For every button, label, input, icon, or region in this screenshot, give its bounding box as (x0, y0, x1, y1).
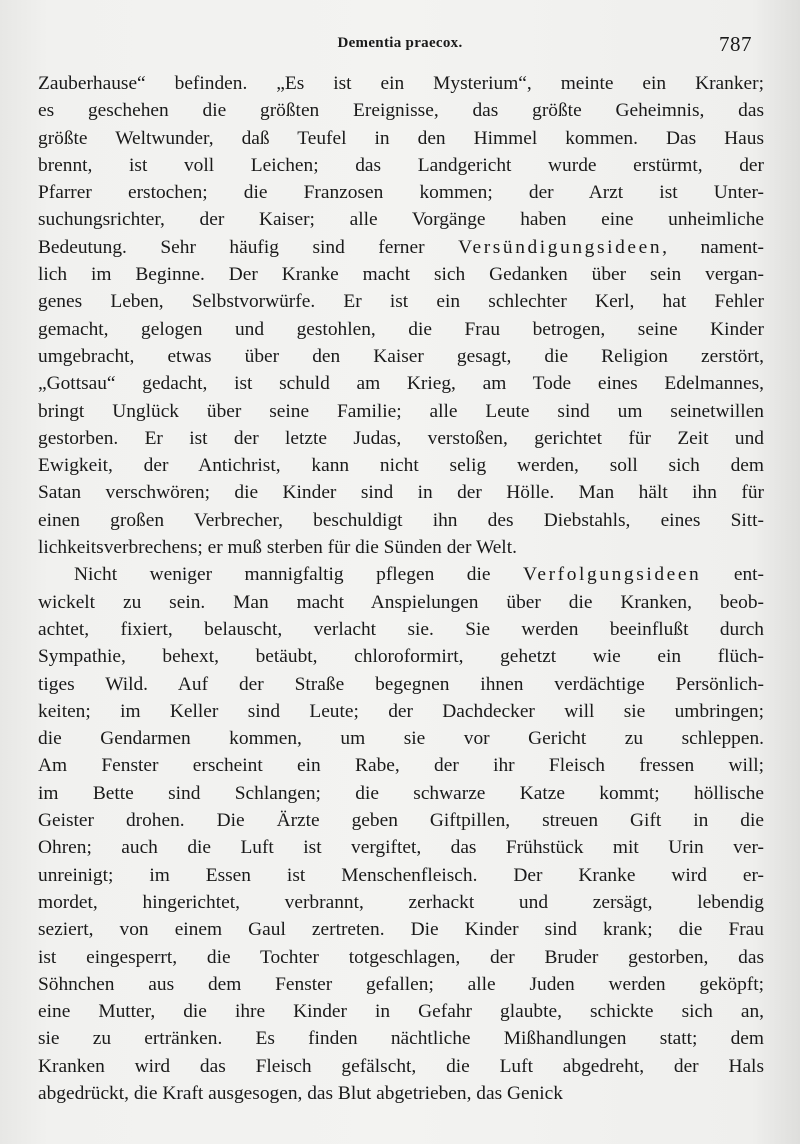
text-run: Sympathie, behext, betäubt, chloroformirt, gehetzt wie ein flüch- (38, 646, 764, 668)
page-number: 787 (719, 32, 752, 56)
text-line (38, 643, 764, 670)
text-line (38, 616, 764, 643)
text-run: seziert, von einem Gaul zertreten. Die Kinder sind krank; die Frau (38, 919, 764, 941)
paragraph (38, 561, 764, 1107)
text-run: Kranken wird das Fleisch gefälscht, die Luft abgedreht, der Hals (38, 1055, 764, 1077)
text-run: gestorben. Er ist der letzte Judas, verstoßen, gerichtet für Zeit und (38, 427, 764, 449)
text-line (38, 534, 764, 561)
text-line (38, 916, 764, 943)
text-line (38, 425, 764, 452)
text-run: Ohren; auch die Luft ist vergiftet, das Frühstück mit Urin ver- (38, 837, 764, 859)
text-run: unreinigt; im Essen ist Menschenfleisch. Der Kranke wird er- (38, 864, 764, 886)
text-run: , nament- (662, 236, 765, 258)
text-run: lichkeitsverbrechens; er muß sterben für die Sünden der Welt. (38, 537, 517, 559)
paragraph (38, 70, 764, 561)
text-run: gemacht, gelogen und gestohlen, die Frau betrogen, seine Kinder (38, 318, 764, 340)
text-line (38, 944, 764, 971)
text-run: die Gendarmen kommen, um sie vor Gericht zu schleppen. (38, 728, 764, 750)
text-line (38, 398, 764, 425)
text-line (38, 698, 764, 725)
text-line (38, 370, 764, 397)
text-run: ent- (701, 564, 764, 586)
text-run: Satan verschwören; die Kinder sind in der Hölle. Man hält ihn für (38, 482, 764, 504)
text-run: wickelt zu sein. Man macht Anspielungen über die Kranken, beob- (38, 591, 764, 613)
text-line (38, 780, 764, 807)
text-run: eine Mutter, die ihre Kinder in Gefahr glaubte, schickte sich an, (38, 1001, 764, 1023)
spaced-emphasis: Versündigungsideen (458, 236, 663, 258)
text-line (38, 889, 764, 916)
text-run: Geister drohen. Die Ärzte geben Giftpillen, streuen Gift in die (38, 810, 764, 832)
text-line (38, 261, 764, 288)
text-line (38, 206, 764, 233)
text-line (38, 862, 764, 889)
text-run: Nicht weniger mannigfaltig pflegen die (74, 564, 523, 586)
text-run: Pfarrer erstochen; die Franzosen kommen; der Arzt ist Unter- (38, 182, 764, 204)
text-run: Söhnchen aus dem Fenster gefallen; alle Juden werden geköpft; (38, 973, 764, 995)
text-line (38, 561, 764, 588)
text-line (38, 316, 764, 343)
text-line (38, 1080, 764, 1107)
text-run: Bedeutung. Sehr häufig sind ferner (38, 236, 459, 258)
text-line (38, 479, 764, 506)
text-run: tiges Wild. Auf der Straße begegnen ihnen verdächtige Persönlich- (38, 673, 764, 695)
text-line (38, 807, 764, 834)
text-run: mordet, hingerichtet, verbrannt, zerhackt und zersägt, lebendig (38, 891, 764, 913)
running-title: Dementia praecox. (337, 35, 463, 51)
text-line (38, 70, 764, 97)
text-line (38, 725, 764, 752)
text-run: brennt, ist voll Leichen; das Landgericht wurde erstürmt, der (38, 154, 764, 176)
text-line (38, 752, 764, 779)
text-line (38, 507, 764, 534)
text-run: abgedrückt, die Kraft ausgesogen, das Blut abgetrieben, das Genick (38, 1082, 563, 1104)
text-run: achtet, fixiert, belauscht, verlacht sie. Sie werden beeinflußt durch (38, 618, 764, 640)
text-line (38, 1025, 764, 1052)
text-line (38, 971, 764, 998)
text-run: ist eingesperrt, die Tochter totgeschlagen, der Bruder gestorben, das (38, 946, 764, 968)
text-line (38, 1053, 764, 1080)
text-line (38, 152, 764, 179)
text-run: sie zu ertränken. Es finden nächtliche Mißhandlungen statt; dem (38, 1028, 764, 1050)
running-head (0, 30, 800, 60)
text-run: genes Leben, Selbstvorwürfe. Er ist ein schlechter Kerl, hat Fehler (38, 291, 764, 313)
text-run: einen großen Verbrecher, beschuldigt ihn des Diebstahls, eines Sitt- (38, 509, 764, 531)
text-run: bringt Unglück über seine Familie; alle Leute sind um seinetwillen (38, 400, 764, 422)
text-line (38, 452, 764, 479)
text-line (38, 234, 764, 261)
text-line (38, 125, 764, 152)
text-run: suchungsrichter, der Kaiser; alle Vorgänge haben eine unheimliche (38, 209, 764, 231)
text-line (38, 343, 764, 370)
text-line (38, 998, 764, 1025)
body-text (38, 70, 764, 1107)
text-line (38, 671, 764, 698)
text-line (38, 834, 764, 861)
text-run: keiten; im Keller sind Leute; der Dachdecker will sie umbringen; (38, 700, 764, 722)
text-line (38, 97, 764, 124)
text-run: größte Weltwunder, daß Teufel in den Himmel kommen. Das Haus (38, 127, 764, 149)
text-line (38, 288, 764, 315)
text-run: „Gottsau“ gedacht, ist schuld am Krieg, am Tode eines Edelmannes, (38, 373, 764, 395)
text-run: im Bette sind Schlangen; die schwarze Katze kommt; höllische (38, 782, 764, 804)
spaced-emphasis: Verfolgungsideen (522, 564, 702, 586)
text-run: lich im Beginne. Der Kranke macht sich Gedanken über sein vergan- (38, 264, 764, 286)
text-run: es geschehen die größten Ereignisse, das größte Geheimnis, das (38, 100, 764, 122)
text-run: umgebracht, etwas über den Kaiser gesagt, die Religion zerstört, (38, 345, 764, 367)
text-line (38, 179, 764, 206)
text-run: Zauberhause“ befinden. „Es ist ein Mysterium“, meinte ein Kranker; (38, 73, 764, 94)
text-line (38, 589, 764, 616)
text-run: Ewigkeit, der Antichrist, kann nicht selig werden, soll sich dem (38, 455, 764, 477)
text-run: Am Fenster erscheint ein Rabe, der ihr Fleisch fressen will; (38, 755, 764, 777)
